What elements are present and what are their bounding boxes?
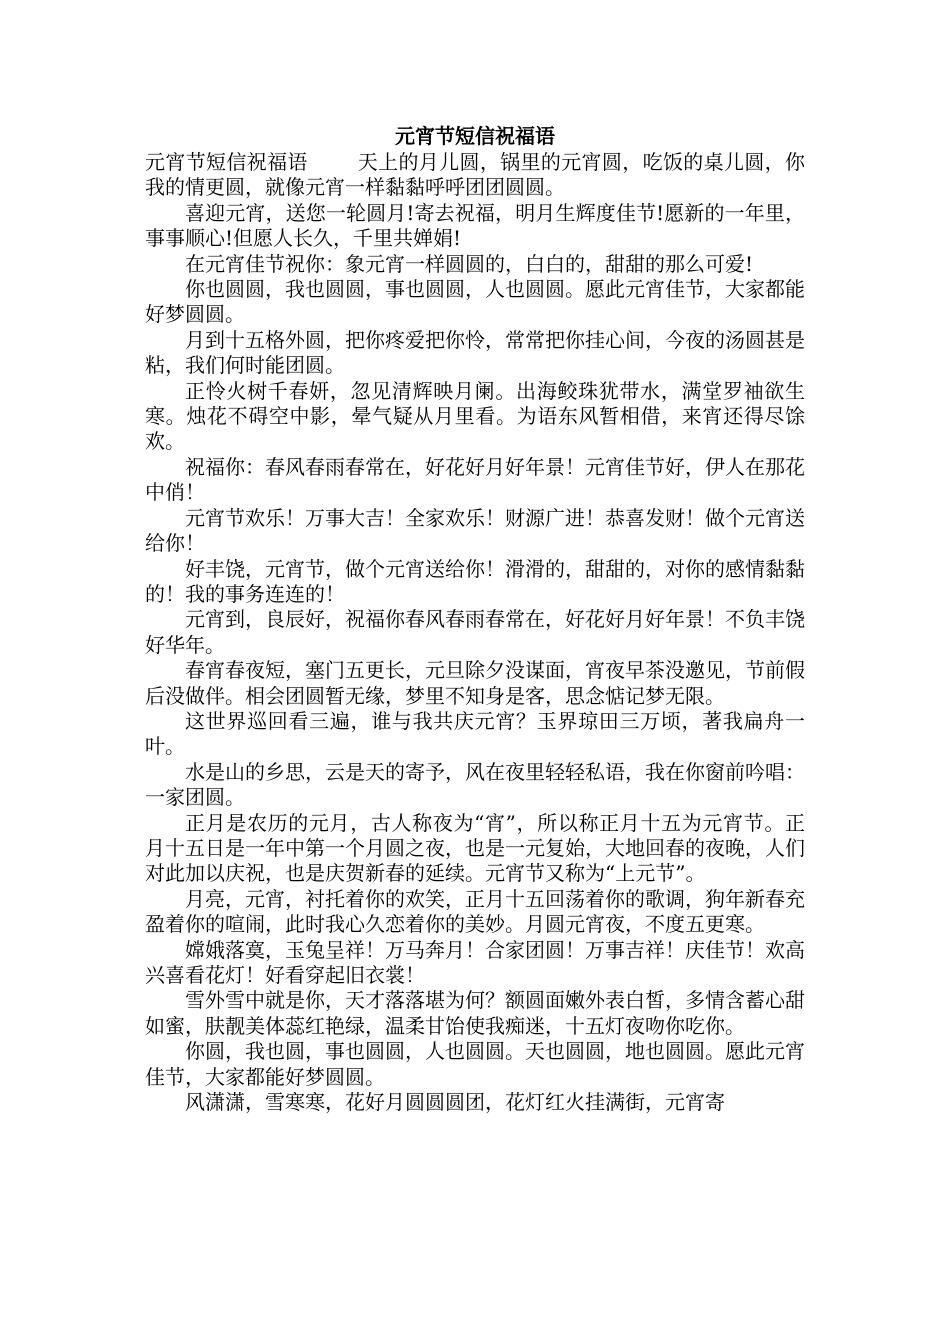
paragraph-1: [145, 150, 805, 201]
paragraph-2: 喜迎元宵，送您一轮圆月!寄去祝福，明月生辉度佳节!愿新的一年里，事事顺心!但愿人长久，千里共婵娟!: [145, 200, 805, 251]
paragraph-14: 正月是农历的元月，古人称夜为“宵”，所以称正月十五为元宵节。正月十五日是一年中第一个月圆之夜，也是一元复始，大地回春的夜晚，人们对此加以庆祝，也是庆贺新春的延续。元宵节又称为“上元节”。: [145, 810, 805, 886]
document-page: [145, 122, 805, 1115]
paragraph-18: 你圆，我也圆，事也圆圆，人也圆圆。天也圆圆，地也圆圆。愿此元宵佳节，大家都能好梦圆圆。: [145, 1039, 805, 1089]
paragraph-6: 正怜火树千春妍，忽见清辉映月阑。出海鲛珠犹带水，满堂罗袖欲生寒。烛花不碍空中影，晕气疑从月里看。为语东风暂相借，来宵还得尽馀欢。: [145, 378, 805, 454]
paragraph-5: 月到十五格外圆，把你疼爱把你怜，常常把你挂心间，今夜的汤圆甚是粘，我们何时能团圆。: [145, 327, 805, 378]
paragraph-9: 好丰饶，元宵节，做个元宵送给你！滑滑的，甜甜的，对你的感情黏黏的！我的事务连连的！: [145, 556, 805, 606]
paragraph-17: 雪外雪中就是你，天才落落堪为何？额圆面嫩外表白皙，多情含蓄心甜如蜜，肤靓美体蕊红艳绿，温柔甘饴使我痴迷，十五灯夜吻你吃你。: [145, 988, 805, 1038]
paragraph-text: 天上的月儿圆，锅里的元宵圆，吃饭的桌儿圆，你我的情更圆，就像元宵一样黏黏呼呼团团圆圆。: [145, 150, 806, 200]
paragraph-15: 月亮，元宵，衬托着你的欢笑，正月十五回荡着你的歌调，狗年新春充盈着你的喧闹，此时我心久恋着你的美妙。月圆元宵夜，不度五更寒。: [145, 886, 805, 937]
paragraph-11: 春宵春夜短，塞门五更长，元旦除夕没谋面，宵夜早茶没邀见，节前假后没做伴。相会团圆暂无缘，梦里不知身是客，思念惦记梦无限。: [145, 658, 805, 708]
paragraph-8: 元宵节欢乐！万事大吉！全家欢乐！财源广进！恭喜发财！做个元宵送给你！: [145, 505, 805, 556]
paragraph-19: 风潇潇，雪寒寒，花好月圆圆圆团，花灯红火挂满街，元宵寄: [185, 1090, 725, 1115]
paragraph-4: 你也圆圆，我也圆圆，事也圆圆，人也圆圆。愿此元宵佳节，大家都能好梦圆圆。: [145, 277, 805, 327]
paragraph-16: 嫦娥落寞，玉兔呈祥！万马奔月！合家团圆！万事吉祥！庆佳节！欢高兴喜看花灯！好看穿起旧衣裳！: [145, 937, 805, 987]
paragraph-12: 这世界巡回看三遍，谁与我共庆元宵？玉界琼田三万顷，著我扁舟一叶。: [145, 708, 805, 759]
document-title: 元宵节短信祝福语: [395, 124, 555, 148]
paragraph-7: 祝福你：春风春雨春常在，好花好月好年景！元宵佳节好，伊人在那花中俏！: [145, 454, 805, 505]
paragraph-13: 水是山的乡思，云是天的寄予，风在夜里轻轻私语，我在你窗前吟唱：一家团圆。: [145, 759, 805, 810]
paragraph-3: 在元宵佳节祝你：象元宵一样圆圆的，白白的，甜甜的那么可爱!: [185, 251, 754, 276]
paragraph-10: 元宵到，良辰好，祝福你春风春雨春常在，好花好月好年景！不负丰饶好华年。: [145, 607, 805, 657]
lead-label: 元宵节短信祝福语: [145, 150, 308, 174]
